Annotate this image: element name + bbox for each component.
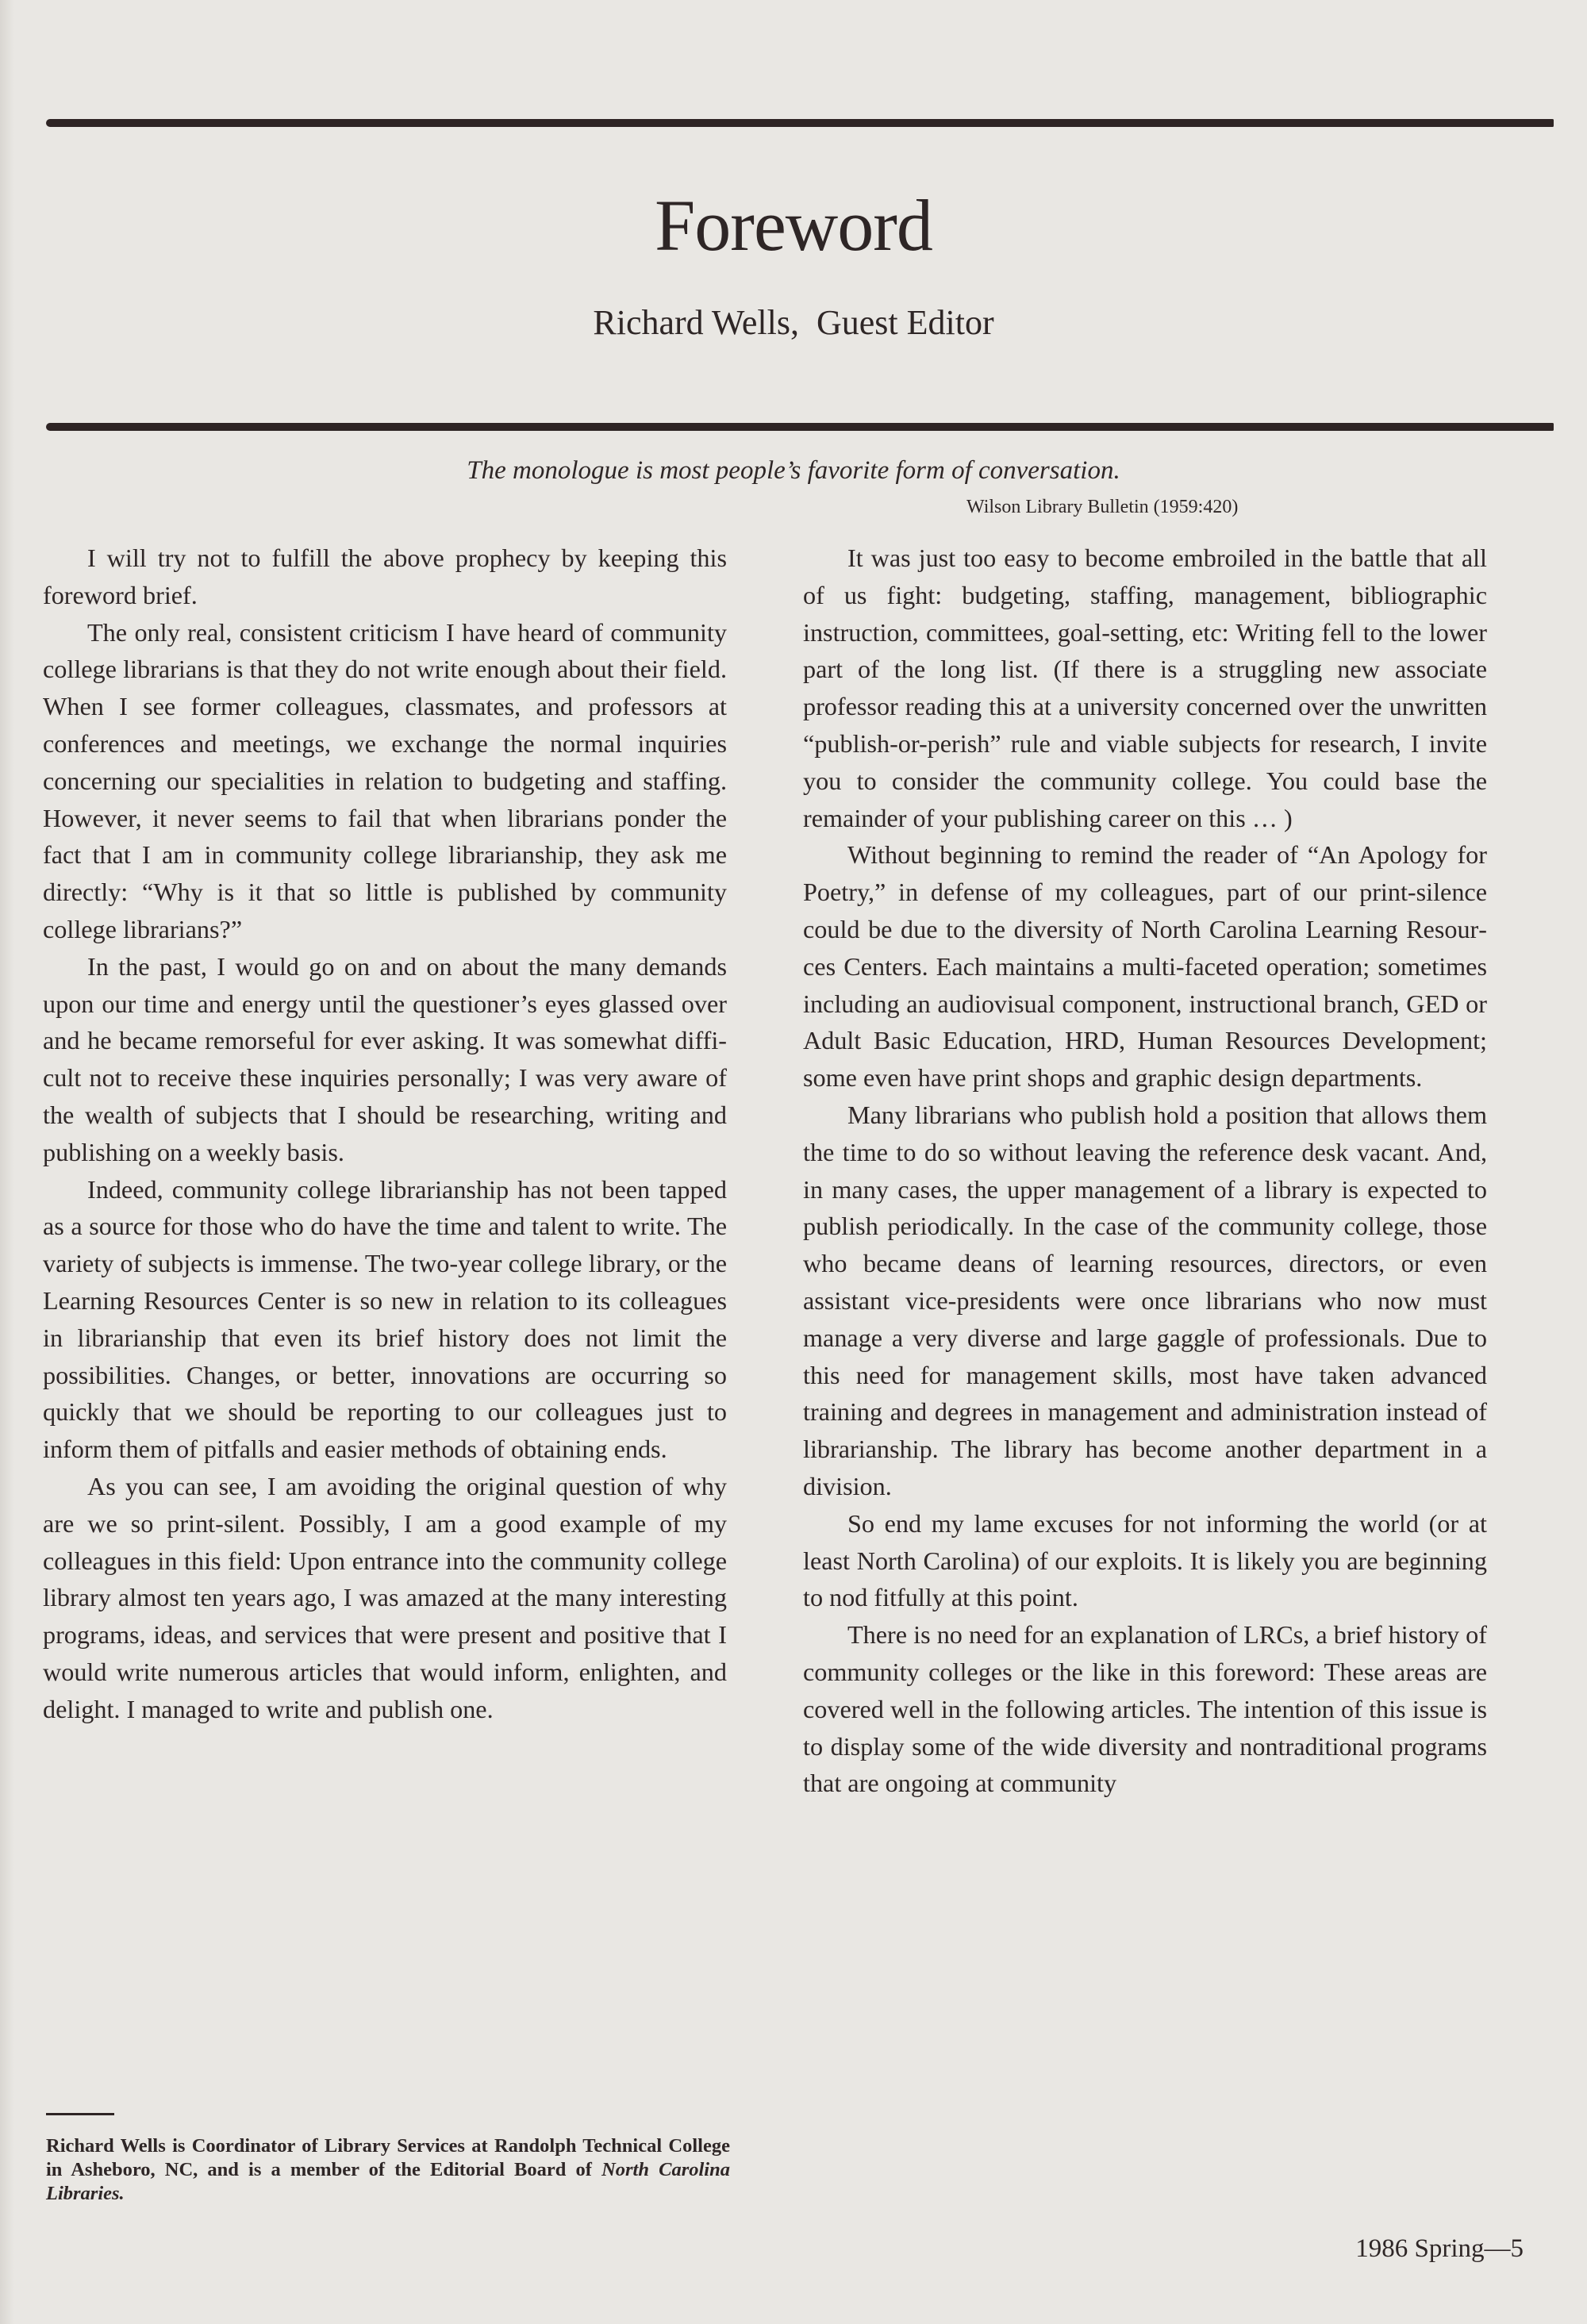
header-rule-bottom [46, 423, 1554, 431]
paragraph: The only real, consistent criticism I have heard of community college librarians is that they do not write enough about their field. When I see former colleagues, classmates, and professors at conferences and meetings, we exchange the normal inquiries concerning our specialities in relation to budgeting and staffing. However, it never seems to fail that when librarians ponder the fact that I am in community college librarianship, they ask me directly: “Why is it that so little is published by community college librarians?” [43, 617, 727, 943]
author-name: Richard Wells, [593, 303, 799, 342]
paragraph: So end my lame excuses for not informing the world (or at least North Carolina) of our exploits. It is likely you are beginning to nod fitfully at this point. [803, 1508, 1487, 1612]
author-role: Guest Editor [816, 303, 994, 342]
epigraph-source: Wilson Library Bulletin (1959:420) [966, 497, 1239, 517]
footnote-publication: North Carolina Libraries. [46, 2159, 730, 2204]
body-column-left [43, 540, 727, 1728]
article-title: Foreword [655, 185, 932, 266]
paragraph: In the past, I would go on and on about the many demands upon our time and energy until the questioner’s eyes glassed over and he became remorseful for ever asking. It was somewhat difficult not to receive these inquiries personally; I was very aware of the wealth of subjects that I should be researching, writing and publishing on a weekly basis. [43, 951, 727, 1166]
paragraph: Indeed, community college librarianship has not been tapped as a source for those who do have the time and talent to write. The variety of subjects is immense. The two-year college library, or the Learning Resources Center is so new in relation to its colleagues in librarianship that even its brief history does not limit the possibilities. Changes, or better, innovations are occurring so quickly that we should be reporting to our colleagues just to inform them of pitfalls and easier methods of obtaining ends. [43, 1174, 727, 1464]
paragraph: It was just too easy to become embroiled in the battle that all of us fight: budgeting, staffing, management, bibliographic instruction, committees, goal-setting, etc: Writing fell to the lower part of the long list. (If there is a struggling new associate professor reading this at a university concerned over the unwritten “publish-or-perish” rule and viable subjects for research, I invite you to consider the community college. You could base the remainder of your publishing career on this … ) [803, 544, 1487, 832]
footnote-text: Richard Wells is Coordinator of Library Services at Randolph Technical College in Asheboro, NC, and is a member of the Editorial Board of [46, 2135, 730, 2180]
paragraph: There is no need for an explanation of LRCs, a brief history of community colleges or the like in this foreword: These areas are covered well in the following articles. The intention of this issue is to display some of the wide diversity and nontraditional programs that are ongoing at community [803, 1620, 1487, 1798]
paragraph: Many librarians who publish hold a position that allows them the time to do so without leaving the reference desk vacant. And, in many cases, the upper management of a library is expected to publish periodically. In the case of the community college, those who became deans of learning resources, directors, or even assistant vice-presidents were once librarians who now must manage a very diverse and large gaggle of professionals. Due to this need for management skills, most have taken advanced training and degrees in management and administration instead of librarianship. The library has become another department in a division. [803, 1100, 1487, 1500]
epigraph-quote: The monologue is most people’s favorite form of conversation. [467, 456, 1120, 485]
byline [0, 305, 1587, 340]
page-folio: 1986 Spring—5 [1355, 2234, 1524, 2263]
paragraph: As you can see, I am avoiding the original question of why are we so print-silent. Possibly, I am a good example of my colleagues in this field: Upon entrance into the community college library almost ten years ago, I was amazed at the many interesting programs, ideas, and services that were present and positive that I would write numerous articles that would inform, enlighten, and delight. I managed to write and publish one. [43, 1471, 727, 1723]
footnote-rule [46, 2113, 114, 2115]
paragraph: I will try not to fulfill the above prophecy by keeping this foreword brief. [43, 544, 727, 609]
page-edge-shadow [0, 0, 14, 2324]
body-column-right [803, 540, 1487, 1802]
header-rule-top [46, 119, 1554, 127]
paragraph: Without beginning to remind the reader of “An Apology for Poetry,” in defense of my colleagues, part of our print-silence could be due to the diversity of North Carolina Learning Resources Centers. Each maintains a multi-faceted operation; sometimes including an audiovisual component, instructional branch, GED or Adult Basic Education, HRD, Human Resources Development; some even have print shops and graphic design departments. [803, 840, 1487, 1093]
author-footnote [46, 2134, 730, 2206]
